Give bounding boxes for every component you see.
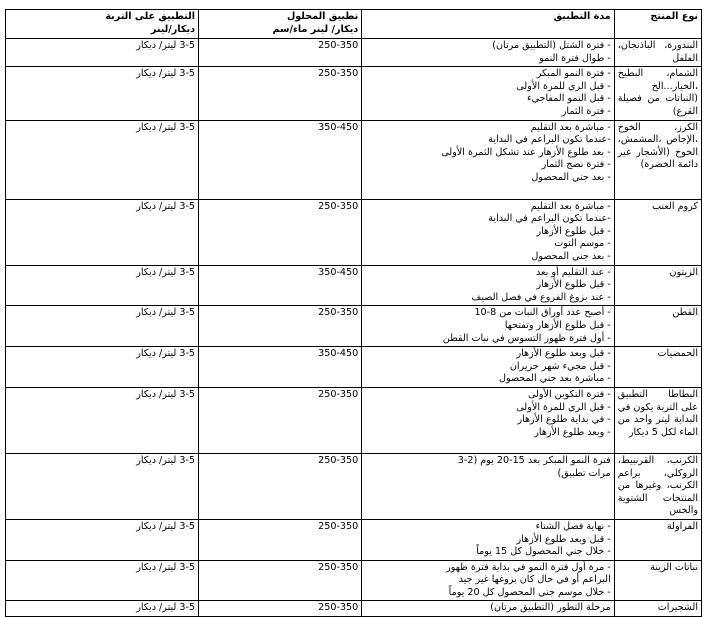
soil-cell: 3-5 ليتر/ ديكار [6,39,199,67]
soil-cell: 3-5 ليتر/ ديكار [6,601,199,617]
crop-cell: البندورة، الباذنجان، الفلفل [614,39,701,67]
header-duration: مدة التطبيق [362,10,615,39]
table-header-row [6,10,702,39]
table-row [6,387,702,453]
duration-line: - قبل مجيء شهر حزيران [509,360,611,372]
soil-cell: 3-5 ليتر/ ديكار [6,387,199,453]
table-row [6,120,702,199]
duration-cell [362,560,615,601]
duration-cell [362,306,615,347]
soil-cell: 3-5 ليتر/ ديكار [6,347,199,388]
duration-cell [362,453,615,519]
solution-cell: 250-350 [199,39,362,67]
solution-cell: 250-350 [199,601,362,617]
duration-line: -عندما تكون البراعم في البداية [488,213,611,225]
duration-line: - قبل الري للمرة الأولى [516,80,611,92]
duration-line: - أول فترة ظهور التسوس في نبات القطن [442,332,611,344]
duration-line: - قبل طلوع الأزهار وتفتحها [504,319,611,331]
header-soil [6,10,199,39]
crop-cell: الفراولة [614,519,701,560]
soil-cell: 3-5 ليتر/ ديكار [6,306,199,347]
crop-cell: البطاطا التطبيق على التربة يكون في البداية ليتر واحد من الماء لكل 5 ديكار [614,387,701,453]
duration-line: - بعد طلوع الأزهار عند تشكل الثمرة الأولى [441,146,611,158]
solution-cell: 250-350 [199,306,362,347]
header-solution-line-2: ديكار/ لينر ماء/سم [272,23,359,35]
crop-cell: الزيتون [614,265,701,306]
solution-cell: 350-450 [199,347,362,388]
header-crop: نوع المنتج [614,10,701,39]
duration-line: - قبل طلوع الأزهار [536,279,611,291]
soil-cell: 3-5 ليتر/ ديكار [6,453,199,519]
table-row [6,199,702,265]
solution-cell: 250-350 [199,453,362,519]
table-row [6,265,702,306]
duration-cell [362,347,615,388]
solution-cell: 250-350 [199,67,362,120]
duration-line: - خلال جني المحصول كل 15 يوماً [476,546,611,558]
duration-line: - خلال موسم جني المحصول كل 20 يوماً [448,586,611,598]
duration-line: البراعم أو في حال كان بزوغها غير جيد [458,574,611,586]
duration-line: - فترة التكوين الأولى [527,388,611,400]
duration-line: - بعد جني المحصول [531,171,611,183]
duration-cell [362,199,615,265]
table-row [6,67,702,120]
table-row [6,306,702,347]
duration-cell [362,39,615,67]
header-solution-line-1: تطبيق المحلول [286,11,359,22]
duration-line: - مباشرة بعد التقليم [530,121,611,133]
duration-line: - وبعد طلوع الأزهار [534,426,611,438]
duration-line: مرات تطبيق) [557,467,611,479]
duration-line: - مباشرة بعد التقليم [530,200,611,212]
duration-line: - قبل طلوع الأزهار [536,225,611,237]
solution-cell: 250-350 [199,519,362,560]
table-row [6,347,702,388]
crop-cell: الحمضيات [614,347,701,388]
table-row [6,560,702,601]
duration-line: - قبل وبعد طلوع الأزهار [516,533,611,545]
header-soil-line-1: التطبيق على التربة [105,11,196,22]
soil-cell: 3-5 ليتر/ ديكار [6,265,199,306]
duration-line: مرحلة التطور (التطبيق مرتان) [490,602,611,614]
soil-cell: 3-5 ليتر/ ديكار [6,560,199,601]
duration-cell [362,67,615,120]
table-row [6,39,702,67]
crop-cell: نباتات الزينة [614,560,701,601]
duration-line: - مرة أول فترة النمو في بداية فترة ظهور [446,561,611,573]
duration-cell [362,120,615,199]
solution-cell: 350-450 [199,265,362,306]
solution-cell: 250-350 [199,387,362,453]
duration-line: - في بداية طلوع الأزهار [517,414,611,426]
duration-line: - بعد جني المحصول [531,250,611,262]
crop-cell: القطن [614,306,701,347]
duration-cell [362,265,615,306]
solution-cell: 250-350 [199,560,362,601]
duration-line: - قبل النمو المفاجيء [527,93,611,105]
duration-line: - فترة النمو المبكر [536,68,611,80]
duration-line: - مباشرة بعد جني المحصول [499,373,611,385]
table-row [6,519,702,560]
soil-cell: 3-5 ليتر/ ديكار [6,67,199,120]
crop-cell: الكرنب، القرنبيط، الروكلي، براعم الكرنب، وغيرها من المنتجات الشتوية والخس [614,453,701,519]
crop-cell: الشجيرات [614,601,701,617]
duration-line: فترة النمو المبكر بعد 15-20 يوم (2-3 [457,454,611,466]
duration-line: - نهاية فصل الشتاء [535,520,611,532]
header-soil-line-2: ديكار/لينر [150,23,196,35]
duration-line: - عند التقليم أو بعد [536,266,611,278]
table-row [6,453,702,519]
duration-cell [362,387,615,453]
crop-cell: كروم العنب [614,199,701,265]
duration-cell [362,601,615,617]
crop-cell: الكرز، الخوخ ،الإجاص ،المشمش، الخوخ (الأشجار غير دائمة الخضرة) [614,120,701,199]
soil-cell: 3-5 ليتر/ ديكار [6,519,199,560]
crop-cell: الشمام، البطيخ ،الخيار...الخ (النباتات من فصيلة القرع) [614,67,701,120]
application-table [5,9,702,617]
table-row [6,601,702,617]
soil-cell: 3-5 ليتر/ ديكار [6,120,199,199]
duration-line: - طوال فترة النمو [539,52,611,64]
soil-cell: 3-5 ليتر/ ديكار [6,199,199,265]
duration-line: - فترة نضج الثمار [541,159,611,171]
duration-line: - قبل وبعد طلوع الأزهار [516,348,611,360]
duration-line: - قبل الري للمرة الأولى [516,401,611,413]
duration-line: - فترة الشتل (التطبيق مرتان) [492,40,611,51]
solution-cell: 350-450 [199,120,362,199]
header-solution [199,10,362,39]
solution-cell: 250-350 [199,199,362,265]
duration-line: - موسم التوت [554,238,611,250]
duration-line: - فترة الثمار [561,105,611,117]
duration-line: - أصبح عدد أوراق النبات من 8-10 [474,307,611,319]
duration-line: - عند بزوغ الفروع في فصل الصيف [471,291,611,303]
duration-line: -عندما تكون البراعم في البداية [488,134,611,146]
duration-cell [362,519,615,560]
